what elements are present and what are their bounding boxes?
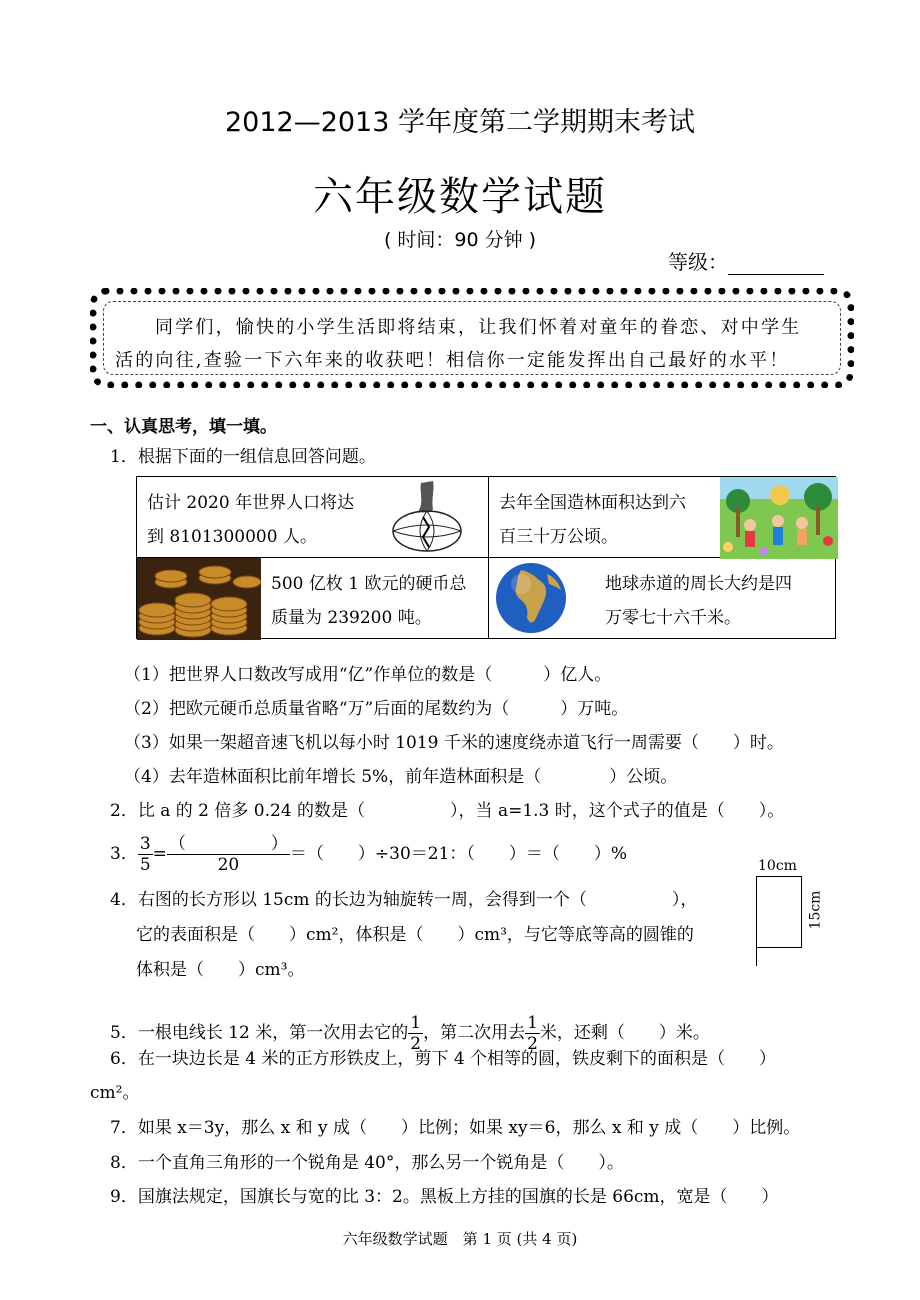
notice-text [115,311,845,377]
q5-part-b: ，第二次用去 [423,1023,526,1043]
coins-line-2: 质量为 239200 吨。 [271,608,432,628]
info-cell-coins [137,558,489,639]
population-line-1: 估计 2020 年世界人口将达 [147,493,355,513]
q3-prefix: 3． [110,844,138,864]
rotation-axis-line [756,946,757,966]
page-footer: 六年级数学试题 第 1 页 (共 4 页) [342,1230,578,1248]
q5-frac2-numerator: 1 [527,1013,538,1033]
rect-height-label: 15cm [807,890,824,930]
question-3 [110,834,627,880]
notice-box [90,288,854,388]
population-line-2: 到 8101300000 人。 [147,527,317,547]
q5-frac2-denominator: 2 [527,1034,538,1054]
question-6-line-1: 6．在一块边长是 4 米的正方形铁皮上，剪下 4 个相等的圆，铁皮剩下的面积是（ ） [110,1049,777,1069]
q3-frac1-numerator: 3 [139,834,151,854]
question-9: 9．国旗法规定，国旗长与宽的比 3：2。黑板上方挂的国旗的长是 66cm，宽是（ ） [110,1187,779,1207]
q5-part-a: 5．一根电线长 12 米，第一次用去它的 [110,1023,409,1043]
equator-line-1: 地球赤道的周长大约是四 [605,574,792,594]
rectangle-shape [756,876,802,948]
earth-globe-image [491,560,573,636]
forest-line-2: 百三十万公顷。 [499,527,618,547]
children-planting-trees-image [720,477,838,559]
exam-title: 2012—2013 学年度第二学期期末考试 [224,107,695,138]
question-1-sub-3: （3）如果一架超音速飞机以每小时 1019 千米的速度绕赤道飞行一周需要（ ）时。 [124,733,784,753]
equator-line-2: 万零七十六千米。 [605,608,741,628]
rect-width-label: 10cm [758,858,797,874]
question-1-sub-2: （2）把欧元硬币总质量省略“万”后面的尾数约为（ ）万吨。 [124,699,629,719]
forest-line-1: 去年全国造林面积达到六 [499,493,686,513]
info-cell-forest [489,477,836,558]
info-table [136,476,836,639]
q3-frac2-denominator: 20 [217,855,240,875]
grade-label: 等级： [668,250,728,274]
subject-title: 六年级数学试题 [313,174,607,220]
coins-line-1: 500 亿枚 1 欧元的硬币总 [271,574,467,594]
q5-frac1-denominator: 2 [410,1034,422,1054]
globe-hand-icon [389,479,467,555]
q3-rest: ＝（ ）÷30＝21：（ ）＝（ ）% [289,844,628,864]
question-1-sub-4: （4）去年造林面积比前年增长 5%，前年造林面积是（ ）公顷。 [124,767,678,787]
coins-image [137,558,261,640]
grade-field [668,246,824,275]
grade-blank[interactable] [728,254,824,275]
q3-equals: = [152,844,167,864]
q3-frac1-denominator: 5 [139,855,151,875]
question-4-line-3: 体积是（ ）cm³。 [136,960,305,980]
q3-frac2-numerator: （ ） [168,834,288,854]
question-5 [110,1013,710,1054]
question-7: 7．如果 x＝3y，那么 x 和 y 成（ ）比例；如果 xy＝6，那么 x 和 y 成（ ）比例。 [110,1118,801,1138]
question-1-sub-1: （1）把世界人口数改写成用“亿”作单位的数是（ ）亿人。 [124,665,612,685]
question-4-line-1: 4．右图的长方形以 15cm 的长边为轴旋转一周，会得到一个（ ）， [110,890,698,910]
q3-fraction-1 [138,834,153,875]
q5-part-c: 米，还剩（ ）米。 [539,1023,710,1043]
rectangle-diagram [756,858,824,946]
question-2: 2．比 a 的 2 倍多 0.24 的数是（ ），当 a=1.3 时，这个式子的值是（ ）。 [110,801,785,821]
question-1-stem: 1．根据下面的一组信息回答问题。 [110,447,376,467]
q5-frac1-numerator: 1 [410,1013,422,1033]
section-heading: 一、认真思考，填一填。 [90,417,277,437]
notice-line-1: 同学们，愉快的小学生活即将结束，让我们怀着对童年的眷恋、对中学生 [155,317,802,338]
question-4-line-2: 它的表面积是（ ）cm²，体积是（ ）cm³，与它等底等高的圆锥的 [136,925,694,945]
info-cell-equator [489,558,836,639]
question-6-line-2: cm²。 [90,1083,140,1103]
notice-line-2: 活的向往,查验一下六年来的收获吧！相信你一定能发挥出自己最好的水平！ [115,350,790,371]
info-cell-population [137,477,489,558]
q3-fraction-2 [167,834,290,875]
question-8: 8．一个直角三角形的一个锐角是 40°，那么另一个锐角是（ ）。 [110,1153,624,1173]
time-limit: ( 时间：90 分钟 ) [383,229,537,251]
